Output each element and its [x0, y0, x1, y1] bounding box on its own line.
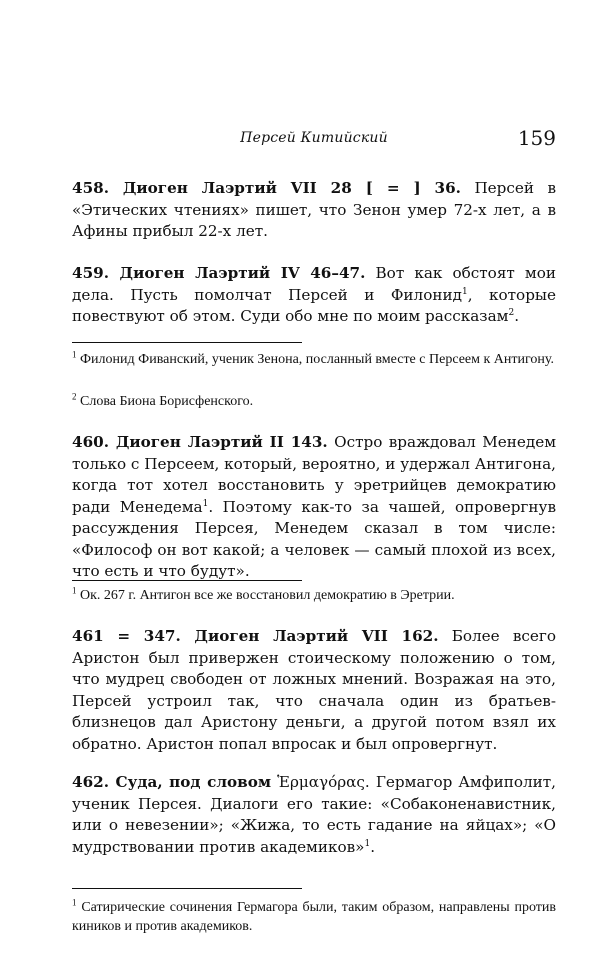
footnote-text: Слова Биона Борисфенского. [80, 394, 254, 409]
footnote-mark: 1 [72, 585, 77, 596]
entry-heading: 462. Суда, под словом [72, 773, 272, 791]
entry-461 [72, 626, 556, 755]
entry-text: Персей в «Этических чтениях» пишет, что Зенон умер 72-х лет, а в Афины прибыл 22-х лет. [72, 179, 557, 240]
entry-heading: 461 = 347. Диоген Лаэртий VII 162. [72, 627, 439, 645]
page-header [72, 126, 556, 158]
footnote-mark: 1 [72, 349, 77, 360]
entry-text: Остро враждовал Менедем только с Персеем, который, вероятно, и удержал Антигона, когда тот хотел восстановить у эретрийцев демократию ради Менедема [72, 433, 557, 516]
entry-text: , которые повествуют об этом. Суди обо мне по моим рассказам [72, 285, 557, 325]
footnote-text: Сатирические сочинения Гермагора были, таким образом, направлены против киников и против академиков. [72, 900, 556, 934]
footnote [72, 392, 556, 411]
entry-458 [72, 178, 556, 243]
entry-462 [72, 772, 556, 858]
footnote-divider [72, 888, 302, 889]
entry-text: Вот как обстоят мои дела. Пусть помолчат Персей и Филонид [72, 264, 557, 304]
entry-459 [72, 263, 556, 328]
footnote-divider [72, 580, 302, 581]
entry-text: Гермагор Амфиполит, ученик Персея. Диалоги его такие: «Собаконенавистник, или о невезении»; «Жижа, то есть гадание на яйцах»; «О мудрствовании против академиков» [72, 773, 557, 856]
footnote-divider [72, 342, 302, 343]
entry-heading: 460. Диоген Лаэртий II 143. [72, 433, 328, 451]
footnote-mark: 2 [72, 391, 77, 402]
entry-text: . [514, 307, 520, 325]
footnote-mark: 1 [72, 897, 77, 908]
entry-460 [72, 432, 556, 583]
running-title: Персей Китийский [240, 130, 388, 146]
page-number: 159 [517, 126, 556, 150]
footnote [72, 350, 556, 369]
footnote-ref: 1 [364, 838, 371, 849]
footnote-text: Филонид Фиванский, ученик Зенона, посланный вместе с Персеем к Антигону. [80, 352, 554, 367]
entry-text: . Поэтому как-то за чашей, опровергнув рассуждения Персея, Менедем сказал в том числе: «Философ он вот какой; а человек — самый плохой из всех, что есть и что будут». [72, 497, 556, 580]
footnote-ref: 1 [202, 498, 209, 509]
entry-heading: 458. Диоген Лаэртий VII 28 [ = ] 36. [72, 179, 461, 197]
entry-heading: 459. Диоген Лаэртий IV 46–47. [72, 264, 366, 282]
footnote-ref: 1 [461, 286, 468, 297]
entry-text: . [370, 837, 376, 856]
entry-text: Более всего Аристон был привержен стоическому положению о том, что мудрец свободен от ложных мнений. Возражая на это, Персей устроил так, что сначала один из братьев-близнецов дал Аристону деньги, а другой потом взял их обратно. Аристон попал впросак и был опровергнут. [72, 627, 557, 753]
greek-term: Ἑρμαγόρας. [277, 773, 370, 791]
footnote [72, 898, 556, 936]
footnote-text: Ок. 267 г. Антигон все же восстановил демократию в Эретрии. [80, 588, 455, 603]
footnote-ref: 2 [508, 307, 515, 318]
footnote [72, 586, 556, 605]
